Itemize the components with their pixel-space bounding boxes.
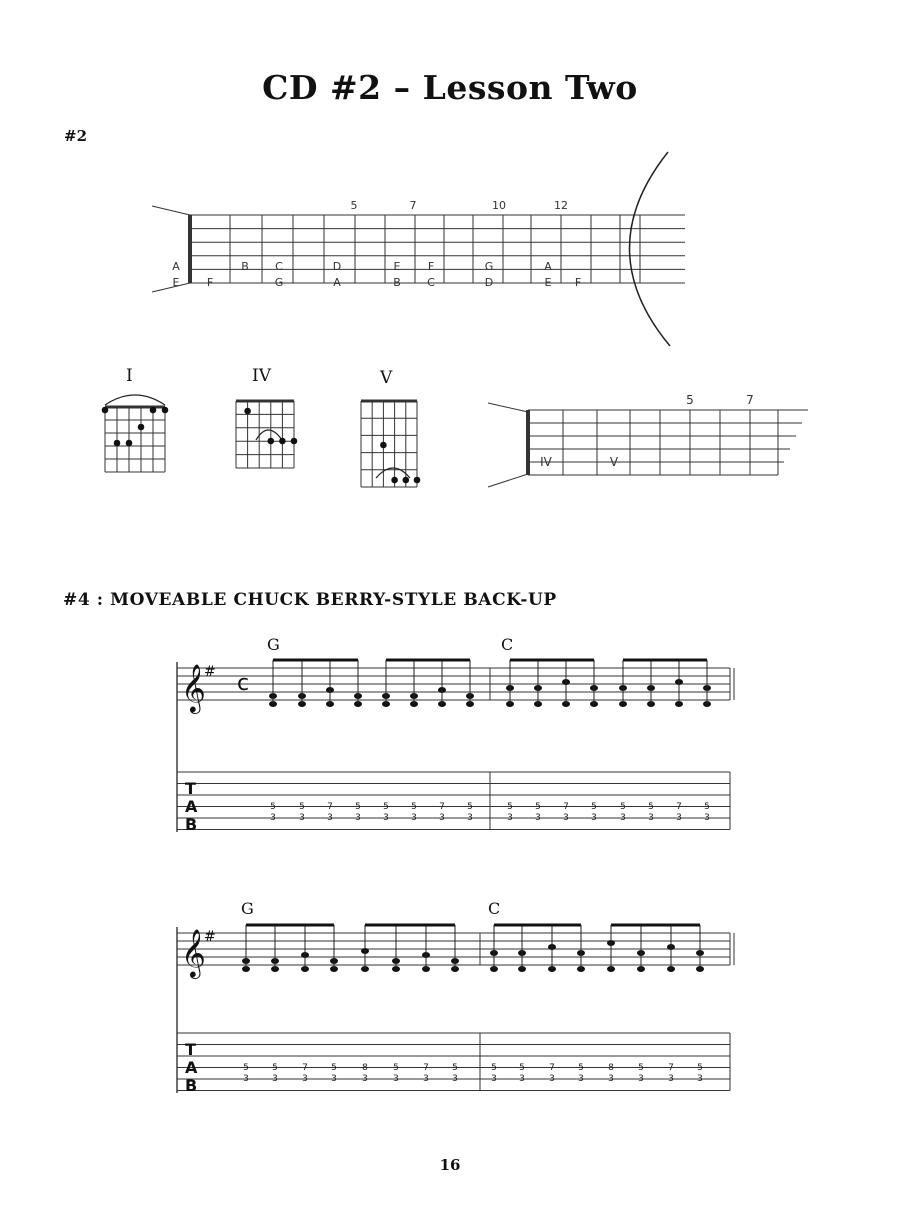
tab-number: 5 [491, 1063, 497, 1073]
tab-number: 8 [608, 1063, 614, 1073]
note-name-lower: E [172, 276, 180, 289]
note-name-upper: B [241, 260, 249, 273]
tab-number: 5 [299, 802, 305, 812]
finger-dot [126, 440, 133, 447]
finger-dot [162, 407, 169, 414]
tab-number: 3 [452, 1074, 458, 1084]
tab-number: 3 [302, 1074, 308, 1084]
key-signature: # [204, 664, 216, 680]
tab-number: 7 [668, 1063, 674, 1073]
small-fret-number: 7 [746, 393, 754, 407]
tab-number: 3 [676, 813, 682, 823]
tab-number: 7 [563, 802, 569, 812]
note-name-lower: F [206, 276, 214, 289]
finger-dot [391, 477, 398, 484]
tab-number: 5 [411, 802, 417, 812]
note-name-upper: C [275, 260, 283, 273]
system2-chord-g: G [241, 899, 254, 918]
tab-number: 5 [648, 802, 654, 812]
tab-number: 3 [331, 1074, 337, 1084]
note-name-upper: A [544, 260, 552, 273]
tab-number: 3 [467, 813, 473, 823]
tab-number: 5 [383, 802, 389, 812]
tab-number: 7 [439, 802, 445, 812]
fret-number: 10 [492, 199, 506, 212]
finger-dot [102, 407, 109, 414]
chord-box-v [361, 401, 420, 487]
finger-dot [150, 407, 157, 414]
tab-number: 5 [272, 1063, 278, 1073]
position-label: V [609, 455, 619, 469]
tab-number: 5 [243, 1063, 249, 1073]
tab-number: 3 [393, 1074, 399, 1084]
tab-number: 5 [355, 802, 361, 812]
tab-number: 3 [620, 813, 626, 823]
finger-dot [279, 438, 286, 445]
fret-number: 12 [554, 199, 568, 212]
tab-number: 3 [327, 813, 333, 823]
finger-dot [291, 438, 298, 445]
chord-label-iv: IV [252, 366, 271, 386]
chord-box-i [102, 395, 169, 472]
tab-number: 3 [243, 1074, 249, 1084]
note-name-lower: C [427, 276, 435, 289]
tab-number: 5 [578, 1063, 584, 1073]
tab-number: 5 [467, 802, 473, 812]
note-name-upper: D [332, 260, 342, 273]
tab-clef-a: A [185, 1058, 198, 1077]
time-signature: c [237, 671, 250, 696]
tab-clef-b: B [185, 1076, 198, 1095]
tab-number: 3 [423, 1074, 429, 1084]
finger-dot [380, 442, 387, 449]
tab-number: 3 [270, 813, 276, 823]
tab-number: 5 [452, 1063, 458, 1073]
tab-number: 3 [549, 1074, 555, 1084]
tab-number: 7 [302, 1063, 308, 1073]
tab-number: 3 [638, 1074, 644, 1084]
finger-dot [414, 477, 421, 484]
system1-chord-c: C [501, 635, 514, 654]
note-name-lower: G [274, 276, 284, 289]
example-4-heading: #4 : MOVEABLE CHUCK BERRY-STYLE BACK-UP [63, 590, 557, 610]
tab-number: 3 [519, 1074, 525, 1084]
chord-label-v: V [380, 368, 393, 388]
tab-number: 5 [535, 802, 541, 812]
fret-number: 7 [409, 199, 417, 212]
finger-dot [244, 408, 251, 415]
tab-number: 5 [704, 802, 710, 812]
headstock-line-top [152, 206, 190, 215]
note-name-lower: E [544, 276, 552, 289]
tab-number: 3 [299, 813, 305, 823]
tab-number: 3 [608, 1074, 614, 1084]
note-name-lower: B [393, 276, 401, 289]
fretboard-break-curve [629, 152, 670, 346]
system1-chord-g: G [267, 635, 280, 654]
tab-number: 7 [549, 1063, 555, 1073]
note-name-lower: D [484, 276, 494, 289]
tab-number: 3 [491, 1074, 497, 1084]
tab-number: 3 [704, 813, 710, 823]
tab-clef-b: B [185, 815, 198, 834]
tab-number: 5 [519, 1063, 525, 1073]
finger-dot [268, 438, 275, 445]
page-title: CD #2 – Lesson Two [262, 68, 638, 107]
tab-number: 3 [439, 813, 445, 823]
treble-clef: 𝄞 [181, 928, 206, 977]
finger-dot [403, 477, 410, 484]
treble-clef: 𝄞 [181, 663, 206, 712]
tab-clef-t: T [185, 1040, 196, 1059]
tab-number: 7 [423, 1063, 429, 1073]
note-name-upper: G [484, 260, 494, 273]
example-2-label: #2 [64, 127, 88, 145]
note-name-upper: F [427, 260, 435, 273]
chord-box-iv [236, 401, 297, 468]
tab-number: 5 [331, 1063, 337, 1073]
note-name-upper: E [393, 260, 401, 273]
tab-number: 3 [355, 813, 361, 823]
tab-number: 5 [507, 802, 513, 812]
chord-label-i: I [126, 366, 133, 386]
tab-number: 5 [270, 802, 276, 812]
finger-dot [114, 440, 121, 447]
notation-area [0, 560, 900, 1160]
tab-number: 5 [393, 1063, 399, 1073]
tab-number: 3 [411, 813, 417, 823]
position-label: IV [540, 455, 552, 469]
tab-number: 3 [383, 813, 389, 823]
tab-number: 3 [578, 1074, 584, 1084]
note-name-upper: A [172, 260, 180, 273]
tab-number: 5 [638, 1063, 644, 1073]
tab-number: 7 [327, 802, 333, 812]
tab-number: 3 [668, 1074, 674, 1084]
tab-number: 3 [591, 813, 597, 823]
finger-dot [138, 424, 145, 431]
fret-number: 5 [350, 199, 358, 212]
key-signature: # [204, 929, 216, 945]
note-name-lower: F [574, 276, 582, 289]
fretboard-diagram [0, 0, 900, 560]
tab-clef-t: T [185, 779, 196, 798]
note-name-lower: A [333, 276, 341, 289]
tab-number: 3 [697, 1074, 703, 1084]
tab-clef-a: A [185, 797, 198, 816]
tab-number: 5 [620, 802, 626, 812]
tab-number: 3 [362, 1074, 368, 1084]
headstock-line-bottom [152, 283, 190, 292]
small-fret-number: 5 [686, 393, 694, 407]
tab-number: 7 [676, 802, 682, 812]
tab-number: 3 [507, 813, 513, 823]
tab-number: 5 [697, 1063, 703, 1073]
system2-chord-c: C [488, 899, 501, 918]
tab-number: 5 [591, 802, 597, 812]
page-number: 16 [439, 1156, 461, 1174]
tab-number: 3 [563, 813, 569, 823]
tab-number: 8 [362, 1063, 368, 1073]
tab-number: 3 [648, 813, 654, 823]
tab-number: 3 [535, 813, 541, 823]
tab-number: 3 [272, 1074, 278, 1084]
